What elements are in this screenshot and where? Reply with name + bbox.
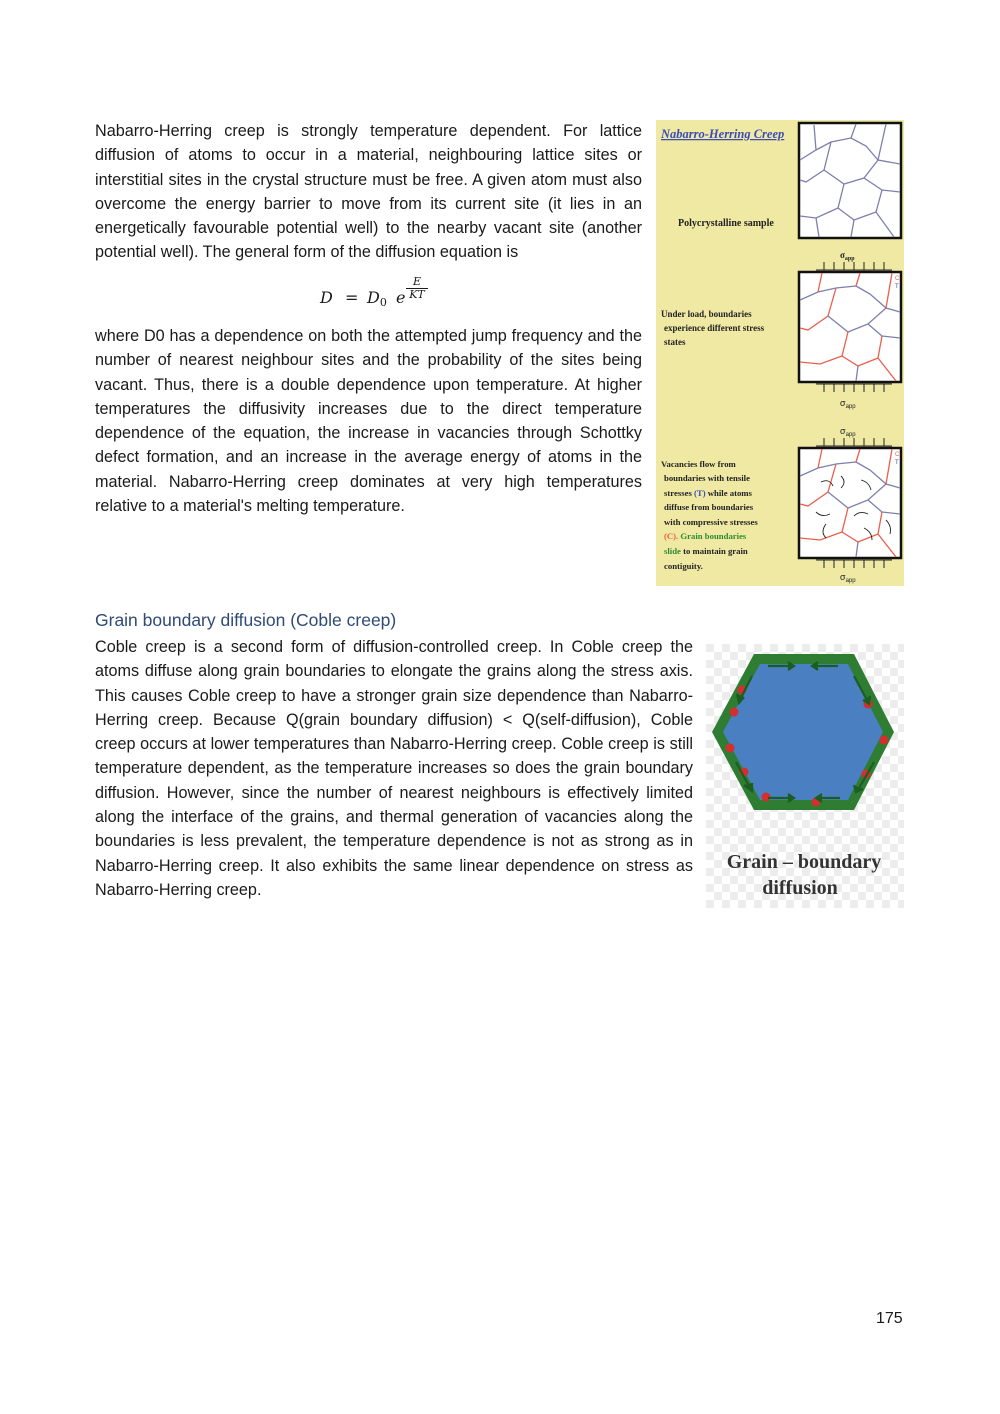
polycrystal-panel <box>799 123 901 238</box>
diffusion-equation <box>320 276 460 316</box>
sigma-top-1: $\sigma_{app}$ <box>840 250 855 262</box>
page-number: 175 <box>876 1310 903 1327</box>
equation-exponent-numerator: E <box>406 276 428 289</box>
paragraph-coble-creep: Coble creep is a second form of diffusion-controlled creep. In Coble creep the atoms diffuse along grain boundaries to elongate the grains along the stress axis. This causes Coble creep to have a stronger grain size dependence than Nabarro-Herring creep. Because Q(grain boundary diffusion) < Q(self-diffusion), Coble creep occurs at lower temperatures than Nabarro-Herring creep. Coble creep is still temperature dependent, as the temperature increases so does the grain boundary diffusion. However, since the number of nearest neighbours is effectively limited along the interface of the grains, and thermal generation of vacancies along the boundaries is less prevalent, the temperature dependence is not as strong as in Nabarro-Herring creep. It also exhibits the same linear dependence on stress as Nabarro-Herring creep. <box>95 638 693 899</box>
caption-polycrystalline: Polycrystalline sample <box>678 218 774 229</box>
equation-d0-subscript: 0 <box>379 296 387 309</box>
sigma-bottom-2: $\sigma_{app}$ <box>840 572 856 584</box>
caption-load-line3: states <box>664 337 686 347</box>
nabarro-herring-figure <box>656 120 904 586</box>
section-heading-coble-creep: Grain boundary diffusion (Coble creep) <box>95 610 397 630</box>
equation-equals: = <box>345 288 359 307</box>
equation-d0 <box>367 288 387 309</box>
sigma-bottom-1: $\sigma_{app}$ <box>840 398 856 410</box>
label-compressive: C <box>895 276 900 282</box>
label-tensile: T <box>895 284 899 290</box>
paragraph-nabarro-herring-dependence: where D0 has a dependence on both the attempted jump frequency and the number of nearest neighbour sites and the probability of the sites being vacant. Thus, there is a double dependence upon temperature. At higher temperatures the diffusivity increases due to the direct temperature dependence of the equation, the increase in vacancies through Schottky defect formation, and an increase in the average energy of atoms in the material. Nabarro-Herring creep dominates at very high temperatures relative to a material's melting temperature. <box>95 327 642 516</box>
caption-diffusion-line3: stresses (T) while atoms <box>664 488 752 498</box>
equation-exponent-denominator: KT <box>409 288 425 301</box>
caption-diffusion-line1: Vacancies flow from <box>661 459 736 469</box>
grain-boundary-diffusion-figure <box>706 644 904 908</box>
paragraph-nabarro-herring-intro: Nabarro-Herring creep is strongly temperature dependent. For lattice diffusion of atoms to occur in a material, neighbouring lattice sites or interstitial sites in the crystal structure must be free. A given atom must also overcome the energy barrier to move from its current site (it lies in an energetically favourable potential well) to the nearby vacant site (another potential well). The general form of the diffusion equation is <box>95 122 642 262</box>
caption-load-line2: experience different stress <box>664 323 765 333</box>
figure-title: Nabarro-Herring Creep <box>661 127 785 141</box>
figure-label-line1: Grain – boundary <box>726 851 882 873</box>
sigma-top-2: $\sigma_{app}$ <box>840 426 856 438</box>
caption-load-line1: Under load, boundaries <box>661 309 752 319</box>
equation-d0-symbol: D <box>367 288 380 307</box>
label-tensile-2: T <box>895 460 899 466</box>
caption-diffusion-line4: diffuse from boundaries <box>664 502 754 512</box>
label-compressive-2: C <box>895 452 900 458</box>
equation-lhs: D <box>320 288 333 307</box>
caption-diffusion-line2: boundaries with tensile <box>664 473 750 483</box>
equation-exponent-fraction <box>406 276 428 301</box>
caption-diffusion-line5: with compressive stresses <box>664 517 758 527</box>
caption-diffusion-line8: contiguity. <box>664 561 703 571</box>
equation-exponential-base: e <box>396 288 406 307</box>
caption-diffusion-line7: slide to maintain grain <box>664 546 748 556</box>
caption-diffusion-line6: (C). Grain boundaries <box>664 531 747 541</box>
figure-label-line2: diffusion <box>762 877 838 899</box>
